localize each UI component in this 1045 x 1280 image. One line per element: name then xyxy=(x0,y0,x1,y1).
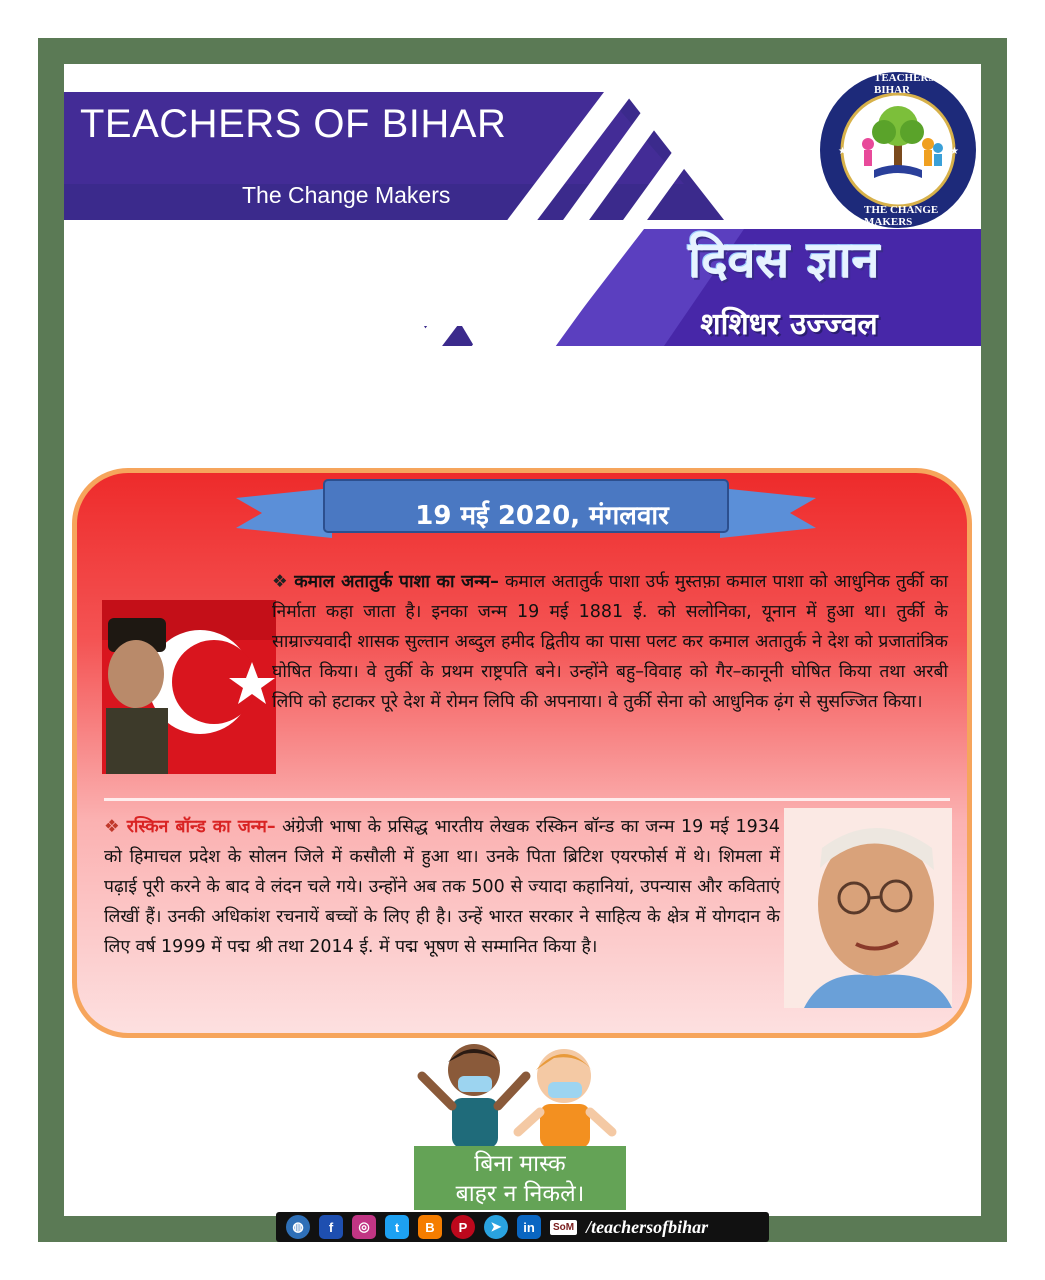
brand-subtitle: The Change Makers xyxy=(242,182,451,208)
globe-icon[interactable]: ◍ xyxy=(286,1215,310,1239)
twitter-icon[interactable]: t xyxy=(385,1215,409,1239)
mask-notice-line2: बाहर न निकले। xyxy=(455,1181,585,1207)
telegram-icon[interactable]: ➤ xyxy=(484,1215,508,1239)
section-body: कमाल अतातुर्क पाशा उर्फ मुस्तफ़ा कमाल पाशा को आधुनिक तुर्की का निर्माता कहा जाता है। इनका जन्म 19 मई 1881 ई. को सलोनिका, यूनान में हुआ था। तुर्की के साम्राज्यवादी शासक सुल्तान अब्दुल हमीद द्वितीय का पासा पलट कर कमाल अतातुर्क ने देश को प्रजातांत्रिक घोषित किया। वे तुर्की के प्रथम राष्ट्रपति बने। उन्होंने बहु–विवाह को गैर–कानूनी घोषित किया तथा अरबी लिपि को हटाकर पूरे देश में रोमन लिपि की अपनाया। वे तुर्की सेना को आधुनिक ढ़ंग से सुसज्जित किया। xyxy=(272,572,948,712)
brand-title: TEACHERS OF BIHAR xyxy=(80,102,507,146)
ruskin-bond-portrait xyxy=(784,808,952,1008)
kids-with-masks-illustration xyxy=(414,1036,634,1148)
ataturk-flag-image xyxy=(102,600,276,774)
mask-notice-line1: बिना मास्क xyxy=(474,1151,566,1177)
facebook-icon[interactable]: f xyxy=(319,1215,343,1239)
mask-notice xyxy=(414,1146,626,1210)
section-ataturk xyxy=(272,567,948,717)
logo-top-text: TEACHERS OF BIHAR xyxy=(874,72,953,96)
section-divider xyxy=(104,798,950,801)
section-heading: कमाल अतातुर्क पाशा का जन्म– xyxy=(294,572,499,592)
pinterest-icon[interactable]: P xyxy=(451,1215,475,1239)
poster xyxy=(64,64,981,1237)
bullet-icon: ❖ xyxy=(272,572,289,592)
blogger-icon[interactable]: B xyxy=(418,1215,442,1239)
linkedin-icon[interactable]: in xyxy=(517,1215,541,1239)
logo-bottom-text: THE CHANGE MAKERS xyxy=(864,204,939,228)
author-name: शशिधर उज्ज्वल xyxy=(700,307,878,342)
instagram-icon[interactable]: ◎ xyxy=(352,1215,376,1239)
bullet-icon: ❖ xyxy=(104,817,121,837)
section-heading: रस्किन बॉन्ड का जन्म– xyxy=(126,817,276,837)
som-badge[interactable]: SoM xyxy=(550,1220,577,1235)
section-ruskin-bond xyxy=(104,812,780,962)
social-handle[interactable]: /teachersofbihar xyxy=(586,1216,709,1237)
svg-text:★: ★ xyxy=(950,146,959,157)
date-label: 19 मई 2020, मंगलवार xyxy=(415,501,669,531)
section-title: दिवस ज्ञान xyxy=(688,231,880,289)
social-bar xyxy=(276,1212,769,1242)
svg-text:★: ★ xyxy=(838,146,847,157)
section-body: अंग्रेजी भाषा के प्रसिद्ध भारतीय लेखक रस्किन बॉन्ड का जन्म 19 मई 1934 को हिमाचल प्रदेश के सोलन जिले में कसौली में हुआ था। उनके पिता ब्रिटिश एयरफोर्स में थे। शिमला में पढ़ाई पूरी करने के बाद वे लंदन चले गये। उन्होंने अब तक 500 से ज्यादा कहानियां, उपन्यास और कविताएं लिखीं हैं। उनकी अधिकांश रचनायें बच्चों के लिए ही है। उन्हें भारत सरकार ने साहित्य के क्षेत्र में योगदान के लिए वर्ष 1999 में पद्म श्री तथा 2014 ई. में पद्म भूषण से सम्मानित किया है। xyxy=(104,817,781,957)
